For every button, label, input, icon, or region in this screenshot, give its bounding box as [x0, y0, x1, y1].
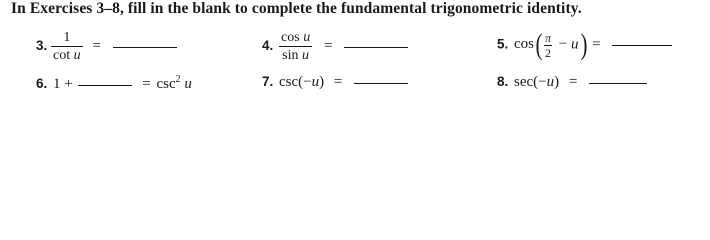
pi-over-two-fraction	[544, 32, 552, 59]
fraction-numerator: 1	[63, 30, 71, 45]
quotient-fraction	[279, 30, 312, 63]
answer-blank[interactable]	[354, 82, 408, 84]
pi-symbol: π	[545, 30, 552, 45]
exercise-number: 8.	[497, 74, 509, 89]
exercise-number: 7.	[262, 74, 274, 89]
exercise-5	[497, 30, 672, 60]
exercise-6	[36, 74, 192, 93]
cofunction-name: cos	[514, 36, 535, 53]
variable-u: u	[571, 36, 579, 53]
minus-sign: −	[558, 36, 568, 53]
right-paren: )	[580, 28, 587, 61]
csc-squared: $\csc^2 u$	[156, 74, 192, 92]
denominator-two: 2	[545, 45, 552, 60]
equals-sign: =	[333, 74, 343, 90]
answer-blank[interactable]	[113, 46, 177, 48]
equals-sign: =	[92, 37, 101, 54]
fraction-denominator: cot u	[53, 48, 81, 63]
left-paren: (	[535, 28, 543, 61]
answer-blank[interactable]	[612, 44, 672, 46]
exercise-number: 6.	[36, 76, 48, 91]
equals-sign: =	[568, 74, 578, 90]
equals-sign: =	[142, 76, 151, 92]
exercise-heading: In Exercises 3–8, fill in the blank to complete the fundamental trigonometric identity.	[11, 0, 582, 17]
exercise-3	[36, 30, 177, 63]
equals-sign: =	[592, 36, 601, 53]
lhs-expression: 1 +	[53, 76, 73, 92]
answer-blank[interactable]	[589, 82, 647, 84]
exercise-number: 3.	[36, 37, 48, 53]
exercise-8	[497, 74, 647, 91]
fraction-numerator: cos u	[281, 30, 311, 45]
reciprocal-fraction	[51, 30, 83, 63]
cropped-text-remnant	[36, 111, 156, 116]
answer-blank[interactable]	[344, 46, 408, 48]
fraction-denominator: sin u	[279, 46, 312, 63]
exercise-7	[262, 74, 408, 91]
csc-neg-u: csc(−u)	[279, 74, 325, 90]
equals-sign: =	[323, 37, 333, 54]
exercise-number: 5.	[497, 36, 509, 52]
exercise-number: 4.	[262, 37, 274, 53]
exercise-4	[262, 30, 408, 63]
sec-neg-u: sec(−u)	[514, 74, 560, 90]
answer-blank[interactable]	[78, 84, 132, 86]
